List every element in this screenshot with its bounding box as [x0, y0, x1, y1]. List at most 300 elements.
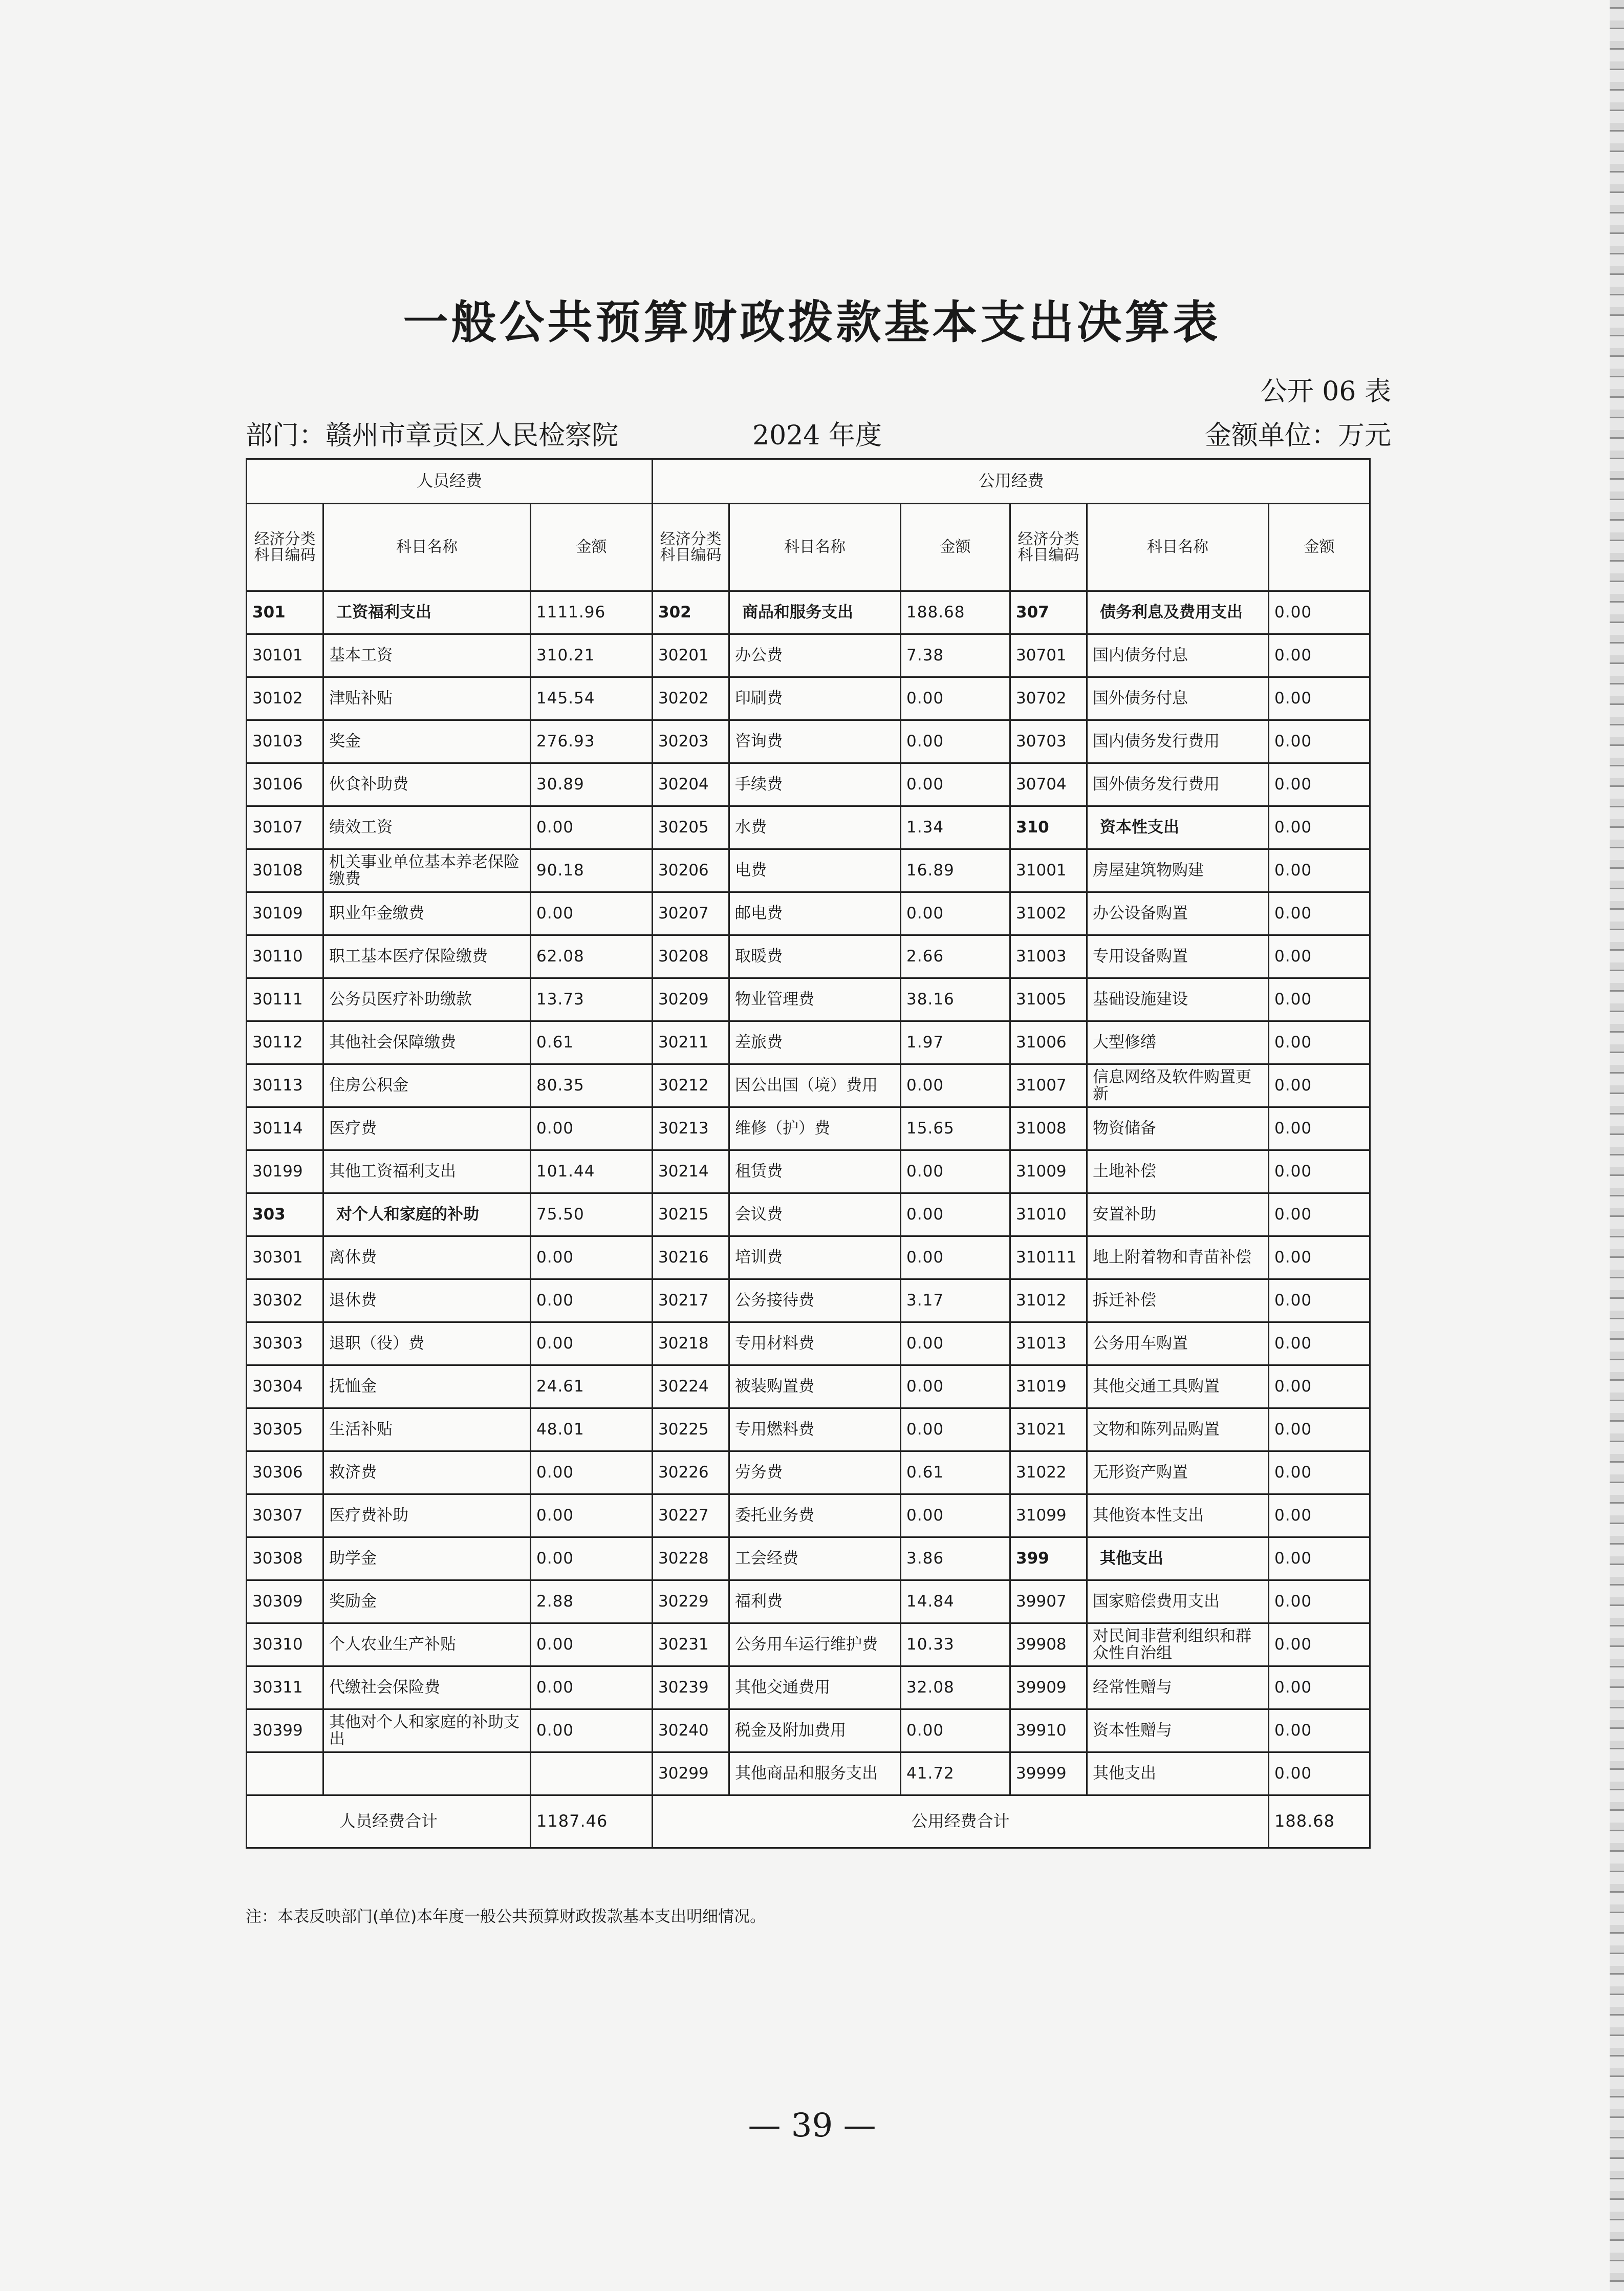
code-header: 经济分类科目编码	[247, 504, 323, 591]
item-name: 文物和陈列品购置	[1087, 1408, 1269, 1451]
table-number: 公开 06 表	[1260, 376, 1391, 407]
item-code: 30109	[247, 892, 323, 935]
item-name: 工资福利支出	[323, 591, 531, 634]
group-header-row	[247, 459, 1370, 504]
item-amount: 0.00	[1269, 634, 1370, 677]
item-amount: 0.00	[1269, 892, 1370, 935]
item-amount: 30.89	[531, 763, 653, 806]
item-amount: 0.00	[1269, 1494, 1370, 1537]
item-name: 信息网络及软件购置更新	[1087, 1064, 1269, 1107]
item-code: 30102	[247, 677, 323, 720]
item-code: 30302	[247, 1279, 323, 1322]
item-amount: 0.00	[1269, 720, 1370, 763]
item-name: 离休费	[323, 1236, 531, 1279]
item-name: 医疗费补助	[323, 1494, 531, 1537]
item-amount: 0.00	[1269, 1451, 1370, 1494]
amount-header: 金额	[901, 504, 1010, 591]
item-amount: 13.73	[531, 978, 653, 1021]
item-code: 30308	[247, 1537, 323, 1580]
item-name: 委托业务费	[729, 1494, 901, 1537]
item-name: 其他工资福利支出	[323, 1150, 531, 1193]
item-name: 水费	[729, 806, 901, 849]
item-name: 代缴社会保险费	[323, 1666, 531, 1709]
item-code: 31022	[1010, 1451, 1087, 1494]
item-code: 30228	[653, 1537, 729, 1580]
item-code: 30199	[247, 1150, 323, 1193]
item-amount: 0.00	[1269, 591, 1370, 634]
item-name: 无形资产购置	[1087, 1451, 1269, 1494]
item-code: 30208	[653, 935, 729, 978]
item-code: 31006	[1010, 1021, 1087, 1064]
item-name: 房屋建筑物购建	[1087, 849, 1269, 892]
item-name: 绩效工资	[323, 806, 531, 849]
item-name: 邮电费	[729, 892, 901, 935]
item-amount: 0.00	[1269, 1580, 1370, 1623]
item-amount: 0.00	[1269, 1279, 1370, 1322]
item-code: 31099	[1010, 1494, 1087, 1537]
item-amount: 1.34	[901, 806, 1010, 849]
item-amount: 0.00	[1269, 849, 1370, 892]
item-amount: 0.00	[1269, 978, 1370, 1021]
item-name: 对民间非营利组织和群众性自治组	[1087, 1623, 1269, 1666]
item-code: 30704	[1010, 763, 1087, 806]
item-code: 30301	[247, 1236, 323, 1279]
item-amount: 7.38	[901, 634, 1010, 677]
item-name: 生活补贴	[323, 1408, 531, 1451]
item-code: 30303	[247, 1322, 323, 1365]
item-amount: 0.00	[531, 1666, 653, 1709]
item-name: 经常性赠与	[1087, 1666, 1269, 1709]
item-amount: 16.89	[901, 849, 1010, 892]
item-name: 会议费	[729, 1193, 901, 1236]
item-code: 39910	[1010, 1709, 1087, 1752]
item-code: 31010	[1010, 1193, 1087, 1236]
item-name: 职业年金缴费	[323, 892, 531, 935]
item-name: 伙食补助费	[323, 763, 531, 806]
item-amount	[531, 1752, 653, 1795]
item-amount: 3.17	[901, 1279, 1010, 1322]
item-name: 专用材料费	[729, 1322, 901, 1365]
item-name: 办公费	[729, 634, 901, 677]
item-code: 30107	[247, 806, 323, 849]
item-amount: 0.00	[531, 1279, 653, 1322]
item-code: 30226	[653, 1451, 729, 1494]
item-code: 30225	[653, 1408, 729, 1451]
item-amount: 0.00	[531, 1623, 653, 1666]
item-code: 30224	[653, 1365, 729, 1408]
item-name: 住房公积金	[323, 1064, 531, 1107]
item-name: 资本性支出	[1087, 806, 1269, 849]
item-code: 31005	[1010, 978, 1087, 1021]
item-code: 301	[247, 591, 323, 634]
item-code: 30212	[653, 1064, 729, 1107]
item-code: 30310	[247, 1623, 323, 1666]
item-amount: 0.00	[531, 1494, 653, 1537]
item-amount: 14.84	[901, 1580, 1010, 1623]
item-code: 30112	[247, 1021, 323, 1064]
item-amount: 0.00	[531, 1107, 653, 1150]
table-row	[247, 634, 1370, 677]
item-name: 其他对个人和家庭的补助支出	[323, 1709, 531, 1752]
item-amount: 0.00	[901, 892, 1010, 935]
item-code: 30306	[247, 1451, 323, 1494]
item-amount: 1.97	[901, 1021, 1010, 1064]
item-name: 电费	[729, 849, 901, 892]
item-amount: 0.00	[1269, 1064, 1370, 1107]
item-code: 30703	[1010, 720, 1087, 763]
item-code: 399	[1010, 1537, 1087, 1580]
item-amount: 80.35	[531, 1064, 653, 1107]
item-amount: 0.00	[901, 763, 1010, 806]
item-name: 资本性赠与	[1087, 1709, 1269, 1752]
personnel-total-amount: 1187.46	[531, 1795, 653, 1848]
item-name: 机关事业单位基本养老保险缴费	[323, 849, 531, 892]
item-code: 30311	[247, 1666, 323, 1709]
item-code: 30108	[247, 849, 323, 892]
name-header: 科目名称	[729, 504, 901, 591]
item-amount: 0.00	[1269, 1623, 1370, 1666]
item-code: 30103	[247, 720, 323, 763]
item-name: 公务用车购置	[1087, 1322, 1269, 1365]
table-row	[247, 1580, 1370, 1623]
item-code	[247, 1752, 323, 1795]
item-name: 奖金	[323, 720, 531, 763]
table-row	[247, 1150, 1370, 1193]
item-name: 其他交通工具购置	[1087, 1365, 1269, 1408]
item-code: 30206	[653, 849, 729, 892]
table-row	[247, 1193, 1370, 1236]
item-amount: 0.00	[1269, 1150, 1370, 1193]
item-amount: 0.00	[901, 1408, 1010, 1451]
item-code: 30101	[247, 634, 323, 677]
table-row	[247, 892, 1370, 935]
item-amount: 0.00	[1269, 677, 1370, 720]
table-row	[247, 677, 1370, 720]
item-amount: 0.61	[901, 1451, 1010, 1494]
item-amount: 15.65	[901, 1107, 1010, 1150]
item-name: 劳务费	[729, 1451, 901, 1494]
item-amount: 0.00	[1269, 763, 1370, 806]
item-name: 地上附着物和青苗补偿	[1087, 1236, 1269, 1279]
item-name: 其他交通费用	[729, 1666, 901, 1709]
item-amount: 1111.96	[531, 591, 653, 634]
item-amount: 0.00	[901, 720, 1010, 763]
item-name: 商品和服务支出	[729, 591, 901, 634]
item-code: 30229	[653, 1580, 729, 1623]
item-code: 31002	[1010, 892, 1087, 935]
meta-row	[246, 414, 1391, 449]
item-name: 抚恤金	[323, 1365, 531, 1408]
item-code: 307	[1010, 591, 1087, 634]
item-name: 差旅费	[729, 1021, 901, 1064]
item-name: 拆迁补偿	[1087, 1279, 1269, 1322]
item-name: 其他商品和服务支出	[729, 1752, 901, 1795]
table-row	[247, 1107, 1370, 1150]
item-code: 30106	[247, 763, 323, 806]
item-name: 物资储备	[1087, 1107, 1269, 1150]
item-code: 30227	[653, 1494, 729, 1537]
item-code: 31008	[1010, 1107, 1087, 1150]
item-code: 30307	[247, 1494, 323, 1537]
code-header: 经济分类科目编码	[653, 504, 729, 591]
table-row	[247, 935, 1370, 978]
item-name: 其他支出	[1087, 1752, 1269, 1795]
item-amount: 2.88	[531, 1580, 653, 1623]
item-amount: 276.93	[531, 720, 653, 763]
item-name: 基础设施建设	[1087, 978, 1269, 1021]
item-amount: 0.00	[1269, 1709, 1370, 1752]
item-amount: 0.00	[901, 1709, 1010, 1752]
item-code: 30211	[653, 1021, 729, 1064]
public-total-amount: 188.68	[1269, 1795, 1370, 1848]
table-row	[247, 1021, 1370, 1064]
item-name: 个人农业生产补贴	[323, 1623, 531, 1666]
item-name: 对个人和家庭的补助	[323, 1193, 531, 1236]
item-code: 31019	[1010, 1365, 1087, 1408]
item-amount: 0.00	[531, 892, 653, 935]
item-amount: 32.08	[901, 1666, 1010, 1709]
item-code: 30702	[1010, 677, 1087, 720]
item-code: 30203	[653, 720, 729, 763]
item-amount: 0.00	[901, 1494, 1010, 1537]
item-name: 被装购置费	[729, 1365, 901, 1408]
item-name: 其他支出	[1087, 1537, 1269, 1580]
item-amount: 0.00	[1269, 806, 1370, 849]
item-code: 31012	[1010, 1279, 1087, 1322]
item-code: 30110	[247, 935, 323, 978]
item-name: 助学金	[323, 1537, 531, 1580]
item-amount: 0.00	[901, 1193, 1010, 1236]
department-label: 部门：赣州市章贡区人民检察院	[246, 420, 619, 451]
item-name: 基本工资	[323, 634, 531, 677]
page-title: 一般公共预算财政拨款基本支出决算表	[403, 295, 1221, 349]
item-amount: 0.00	[1269, 1537, 1370, 1580]
item-name: 咨询费	[729, 720, 901, 763]
item-code: 30240	[653, 1709, 729, 1752]
footnote: 注：本表反映部门(单位)本年度一般公共预算财政拨款基本支出明细情况。	[246, 1908, 766, 1926]
item-amount: 0.00	[1269, 935, 1370, 978]
item-code: 302	[653, 591, 729, 634]
table-row	[247, 1623, 1370, 1666]
item-amount: 0.00	[1269, 1322, 1370, 1365]
item-code: 30204	[653, 763, 729, 806]
item-name: 其他社会保障缴费	[323, 1021, 531, 1064]
item-amount: 62.08	[531, 935, 653, 978]
amount-header: 金额	[531, 504, 653, 591]
item-amount: 188.68	[901, 591, 1010, 634]
item-name	[323, 1752, 531, 1795]
item-amount: 0.00	[531, 1451, 653, 1494]
item-name: 工会经费	[729, 1537, 901, 1580]
item-name: 办公设备购置	[1087, 892, 1269, 935]
table-row	[247, 806, 1370, 849]
table-row	[247, 591, 1370, 634]
item-amount: 0.00	[1269, 1193, 1370, 1236]
item-code: 30217	[653, 1279, 729, 1322]
item-name: 因公出国（境）费用	[729, 1064, 901, 1107]
item-name: 公务用车运行维护费	[729, 1623, 901, 1666]
item-name: 债务利息及费用支出	[1087, 591, 1269, 634]
item-name: 福利费	[729, 1580, 901, 1623]
item-code: 31009	[1010, 1150, 1087, 1193]
item-amount: 2.66	[901, 935, 1010, 978]
item-code: 30218	[653, 1322, 729, 1365]
item-amount: 0.00	[531, 1537, 653, 1580]
item-name: 手续费	[729, 763, 901, 806]
item-name: 奖励金	[323, 1580, 531, 1623]
item-code: 31021	[1010, 1408, 1087, 1451]
item-amount: 0.61	[531, 1021, 653, 1064]
item-name: 退职（役）费	[323, 1322, 531, 1365]
item-amount: 0.00	[901, 1064, 1010, 1107]
item-code: 30214	[653, 1150, 729, 1193]
item-name: 国外债务付息	[1087, 677, 1269, 720]
item-amount: 0.00	[1269, 1752, 1370, 1795]
public-group-header: 公用经费	[653, 459, 1370, 504]
item-name: 土地补偿	[1087, 1150, 1269, 1193]
item-amount: 0.00	[901, 1150, 1010, 1193]
item-amount: 0.00	[1269, 1666, 1370, 1709]
item-name: 退休费	[323, 1279, 531, 1322]
table-row	[247, 1236, 1370, 1279]
item-code: 30201	[653, 634, 729, 677]
table-row	[247, 1064, 1370, 1107]
item-amount: 38.16	[901, 978, 1010, 1021]
item-amount: 145.54	[531, 677, 653, 720]
item-code: 30207	[653, 892, 729, 935]
item-name: 津贴补贴	[323, 677, 531, 720]
item-name: 专用设备购置	[1087, 935, 1269, 978]
item-amount: 101.44	[531, 1150, 653, 1193]
item-code: 310	[1010, 806, 1087, 849]
item-name: 国家赔偿费用支出	[1087, 1580, 1269, 1623]
public-total-label: 公用经费合计	[653, 1795, 1269, 1848]
table-row	[247, 1408, 1370, 1451]
item-name: 医疗费	[323, 1107, 531, 1150]
item-code: 30213	[653, 1107, 729, 1150]
item-code: 31013	[1010, 1322, 1087, 1365]
item-name: 取暖费	[729, 935, 901, 978]
item-code: 31007	[1010, 1064, 1087, 1107]
item-code: 30239	[653, 1666, 729, 1709]
item-amount: 48.01	[531, 1408, 653, 1451]
item-code: 30111	[247, 978, 323, 1021]
item-name: 安置补助	[1087, 1193, 1269, 1236]
item-code: 310111	[1010, 1236, 1087, 1279]
item-amount: 3.86	[901, 1537, 1010, 1580]
year-label: 2024 年度	[752, 420, 882, 451]
item-code: 30304	[247, 1365, 323, 1408]
item-amount: 24.61	[531, 1365, 653, 1408]
item-amount: 41.72	[901, 1752, 1010, 1795]
table-row	[247, 1709, 1370, 1752]
item-name: 国内债务付息	[1087, 634, 1269, 677]
table-row	[247, 1365, 1370, 1408]
item-amount: 90.18	[531, 849, 653, 892]
item-code: 30113	[247, 1064, 323, 1107]
item-name: 职工基本医疗保险缴费	[323, 935, 531, 978]
page-number: — 39 —	[748, 2107, 876, 2145]
item-amount: 0.00	[1269, 1021, 1370, 1064]
budget-table	[246, 458, 1371, 1849]
item-amount: 0.00	[901, 1322, 1010, 1365]
item-name: 专用燃料费	[729, 1408, 901, 1451]
item-amount: 0.00	[1269, 1365, 1370, 1408]
table-row	[247, 978, 1370, 1021]
item-code: 30216	[653, 1236, 729, 1279]
table-row	[247, 849, 1370, 892]
item-name: 印刷费	[729, 677, 901, 720]
name-header: 科目名称	[1087, 504, 1269, 591]
name-header: 科目名称	[323, 504, 531, 591]
item-name: 救济费	[323, 1451, 531, 1494]
item-code: 30205	[653, 806, 729, 849]
amount-header: 金额	[1269, 504, 1370, 591]
item-code: 30399	[247, 1709, 323, 1752]
item-amount: 0.00	[531, 1322, 653, 1365]
item-code: 31003	[1010, 935, 1087, 978]
item-amount: 0.00	[531, 806, 653, 849]
item-amount: 10.33	[901, 1623, 1010, 1666]
item-name: 公务员医疗补助缴款	[323, 978, 531, 1021]
table-row	[247, 763, 1370, 806]
item-name: 租赁费	[729, 1150, 901, 1193]
item-name: 大型修缮	[1087, 1021, 1269, 1064]
table-row	[247, 1494, 1370, 1537]
item-code: 39908	[1010, 1623, 1087, 1666]
table-row	[247, 1451, 1370, 1494]
table-row	[247, 1279, 1370, 1322]
item-amount: 0.00	[531, 1709, 653, 1752]
item-amount: 0.00	[1269, 1236, 1370, 1279]
unit-label: 金额单位：万元	[1204, 420, 1391, 451]
table-row	[247, 1752, 1370, 1795]
item-code: 30305	[247, 1408, 323, 1451]
item-name: 国内债务发行费用	[1087, 720, 1269, 763]
item-amount: 0.00	[1269, 1107, 1370, 1150]
item-amount: 75.50	[531, 1193, 653, 1236]
item-code: 39907	[1010, 1580, 1087, 1623]
item-name: 公务接待费	[729, 1279, 901, 1322]
item-amount: 0.00	[1269, 1408, 1370, 1451]
item-code: 303	[247, 1193, 323, 1236]
column-header-row	[247, 504, 1370, 591]
item-name: 税金及附加费用	[729, 1709, 901, 1752]
item-amount: 310.21	[531, 634, 653, 677]
item-code: 30215	[653, 1193, 729, 1236]
item-amount: 0.00	[531, 1236, 653, 1279]
table-row	[247, 720, 1370, 763]
item-name: 培训费	[729, 1236, 901, 1279]
personnel-total-label: 人员经费合计	[247, 1795, 531, 1848]
personnel-group-header: 人员经费	[247, 459, 653, 504]
item-code: 30701	[1010, 634, 1087, 677]
item-code: 30309	[247, 1580, 323, 1623]
table-row	[247, 1322, 1370, 1365]
item-code: 30202	[653, 677, 729, 720]
item-code: 31001	[1010, 849, 1087, 892]
item-amount: 0.00	[901, 1365, 1010, 1408]
item-code: 39999	[1010, 1752, 1087, 1795]
item-code: 30114	[247, 1107, 323, 1150]
item-name: 其他资本性支出	[1087, 1494, 1269, 1537]
table-row	[247, 1537, 1370, 1580]
item-name: 物业管理费	[729, 978, 901, 1021]
code-header: 经济分类科目编码	[1010, 504, 1087, 591]
item-name: 维修（护）费	[729, 1107, 901, 1150]
item-name: 国外债务发行费用	[1087, 763, 1269, 806]
item-code: 39909	[1010, 1666, 1087, 1709]
